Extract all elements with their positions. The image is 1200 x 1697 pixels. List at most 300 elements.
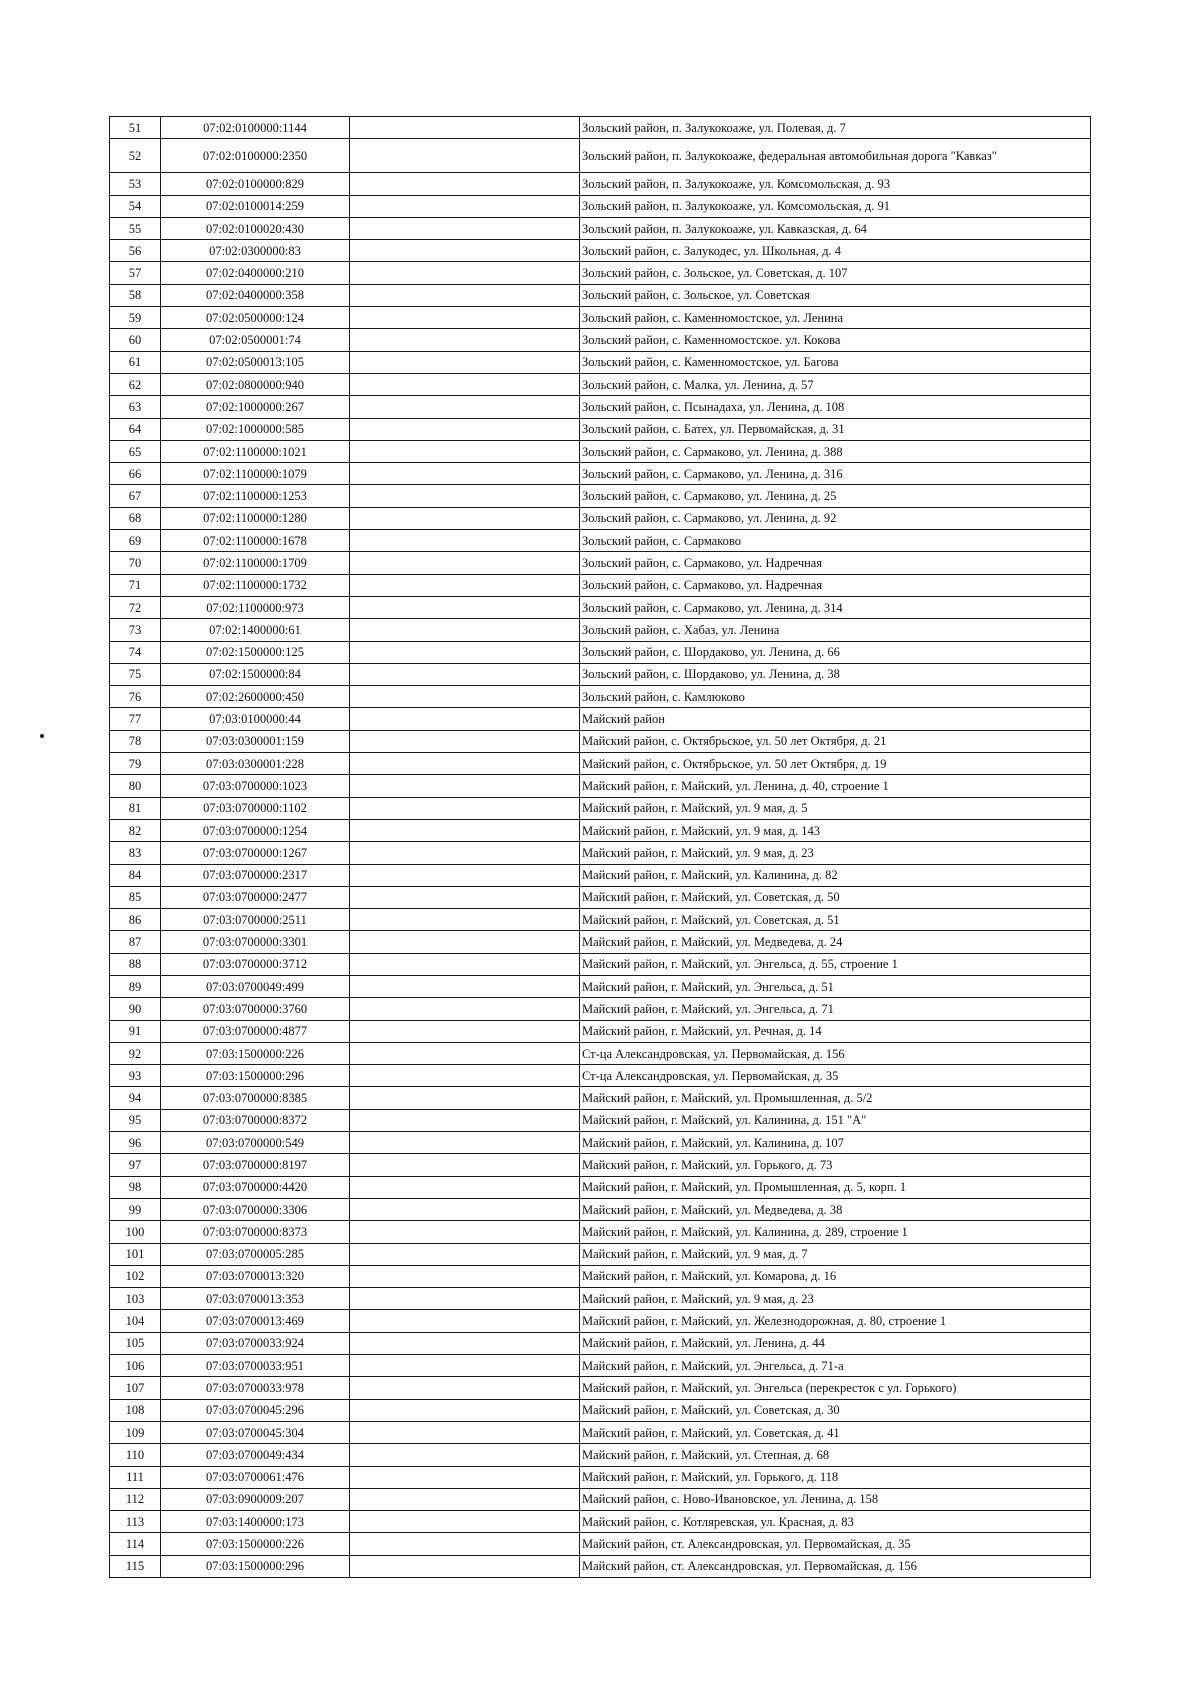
address: Майский район, г. Майский, ул. Ленина, д. 44 xyxy=(580,1332,1091,1354)
cadastral-number: 07:02:0400000:210 xyxy=(161,262,350,284)
address: Майский район, г. Майский, ул. Энгельса, д. 71 xyxy=(580,998,1091,1020)
address: Майский район, г. Майский, ул. 9 мая, д. 143 xyxy=(580,819,1091,841)
address: Зольский район, п. Залукокоаже, ул. Комсомольская, д. 93 xyxy=(580,173,1091,195)
empty-cell xyxy=(350,440,580,462)
row-number: 75 xyxy=(110,663,161,685)
cadastral-number: 07:03:0700061:476 xyxy=(161,1466,350,1488)
row-number: 63 xyxy=(110,396,161,418)
cadastral-number: 07:03:1500000:226 xyxy=(161,1533,350,1555)
row-number: 98 xyxy=(110,1176,161,1198)
address: Майский район, г. Майский, ул. 9 мая, д. 7 xyxy=(580,1243,1091,1265)
empty-cell xyxy=(350,953,580,975)
address: Майский район, г. Майский, ул. 9 мая, д. 23 xyxy=(580,842,1091,864)
empty-cell xyxy=(350,909,580,931)
cadastral-number: 07:02:0500001:74 xyxy=(161,329,350,351)
table-row xyxy=(110,864,1091,886)
table-row xyxy=(110,440,1091,462)
empty-cell xyxy=(350,552,580,574)
address: Майский район, г. Майский, ул. Горького, д. 73 xyxy=(580,1154,1091,1176)
cadastral-number: 07:03:0700000:1102 xyxy=(161,797,350,819)
cadastral-number: 07:02:1100000:973 xyxy=(161,596,350,618)
empty-cell xyxy=(350,1399,580,1421)
cadastral-number: 07:02:1100000:1079 xyxy=(161,463,350,485)
table-row xyxy=(110,775,1091,797)
row-number: 105 xyxy=(110,1332,161,1354)
table-row xyxy=(110,1533,1091,1555)
table-row xyxy=(110,641,1091,663)
empty-cell xyxy=(350,173,580,195)
table-row xyxy=(110,1020,1091,1042)
row-number: 90 xyxy=(110,998,161,1020)
address: Зольский район, с. Сармаково, ул. Ленина, д. 314 xyxy=(580,596,1091,618)
table-row xyxy=(110,1198,1091,1220)
address: Майский район, г. Майский, ул. Ленина, д. 40, строение 1 xyxy=(580,775,1091,797)
address: Майский район, г. Майский, ул. Промышленная, д. 5, корп. 1 xyxy=(580,1176,1091,1198)
empty-cell xyxy=(350,998,580,1020)
cadastral-number: 07:03:0700013:320 xyxy=(161,1265,350,1287)
empty-cell xyxy=(350,463,580,485)
row-number: 89 xyxy=(110,975,161,997)
table-row xyxy=(110,909,1091,931)
row-number: 51 xyxy=(110,117,161,139)
empty-cell xyxy=(350,975,580,997)
table-row xyxy=(110,596,1091,618)
empty-cell xyxy=(350,1377,580,1399)
cadastral-number: 07:03:0700000:3760 xyxy=(161,998,350,1020)
cadastral-number: 07:03:0700000:8385 xyxy=(161,1087,350,1109)
address: Ст-ца Александровская, ул. Первомайская, д. 35 xyxy=(580,1065,1091,1087)
address: Майский район, г. Майский, ул. Советская, д. 50 xyxy=(580,886,1091,908)
address: Зольский район, п. Залукокоаже, ул. Полевая, д. 7 xyxy=(580,117,1091,139)
cadastral-number: 07:02:1000000:267 xyxy=(161,396,350,418)
cadastral-number: 07:02:2600000:450 xyxy=(161,686,350,708)
cadastral-number: 07:03:0700000:2477 xyxy=(161,886,350,908)
cadastral-number: 07:02:0100000:829 xyxy=(161,173,350,195)
row-number: 62 xyxy=(110,373,161,395)
address: Зольский район, п. Залукокоаже, ул. Комсомольская, д. 91 xyxy=(580,195,1091,217)
row-number: 61 xyxy=(110,351,161,373)
row-number: 91 xyxy=(110,1020,161,1042)
table-row xyxy=(110,1511,1091,1533)
row-number: 66 xyxy=(110,463,161,485)
cadastral-number: 07:02:0300000:83 xyxy=(161,240,350,262)
row-number: 60 xyxy=(110,329,161,351)
address: Зольский район, с. Сармаково, ул. Ленина, д. 92 xyxy=(580,507,1091,529)
empty-cell xyxy=(350,307,580,329)
empty-cell xyxy=(350,117,580,139)
empty-cell xyxy=(350,931,580,953)
row-number: 94 xyxy=(110,1087,161,1109)
cadastral-number: 07:03:0700045:304 xyxy=(161,1421,350,1443)
address: Майский район, г. Майский, ул. Советская, д. 51 xyxy=(580,909,1091,931)
cadastral-number: 07:03:0900009:207 xyxy=(161,1488,350,1510)
row-number: 114 xyxy=(110,1533,161,1555)
empty-cell xyxy=(350,1511,580,1533)
cadastral-number: 07:03:1400000:173 xyxy=(161,1511,350,1533)
cadastral-number: 07:02:1100000:1021 xyxy=(161,440,350,462)
table-row xyxy=(110,117,1091,139)
empty-cell xyxy=(350,864,580,886)
address: Майский район, г. Майский, ул. Энгельса, д. 51 xyxy=(580,975,1091,997)
cadastral-number: 07:03:0700000:3306 xyxy=(161,1198,350,1220)
address: Зольский район, с. Сармаково xyxy=(580,530,1091,552)
address: Майский район, г. Майский, ул. Медведева, д. 38 xyxy=(580,1198,1091,1220)
table-row xyxy=(110,373,1091,395)
table-row xyxy=(110,998,1091,1020)
empty-cell xyxy=(350,1065,580,1087)
cadastral-number: 07:03:0100000:44 xyxy=(161,708,350,730)
empty-cell xyxy=(350,329,580,351)
table-row xyxy=(110,1132,1091,1154)
cadastral-number: 07:03:0700000:8373 xyxy=(161,1221,350,1243)
address: Майский район, ст. Александровская, ул. Первомайская, д. 156 xyxy=(580,1555,1091,1577)
address: Майский район, г. Майский, ул. Калинина, д. 151 "А" xyxy=(580,1109,1091,1131)
address: Зольский район, п. Залукокоаже, ул. Кавказская, д. 64 xyxy=(580,217,1091,239)
row-number: 52 xyxy=(110,139,161,173)
table-row xyxy=(110,284,1091,306)
address: Зольский район, с. Сармаково, ул. Надречная xyxy=(580,574,1091,596)
empty-cell xyxy=(350,1288,580,1310)
cadastral-number: 07:03:0700000:4877 xyxy=(161,1020,350,1042)
empty-cell xyxy=(350,485,580,507)
table-row xyxy=(110,753,1091,775)
address: Майский район, г. Майский, ул. Советская, д. 41 xyxy=(580,1421,1091,1443)
row-number: 71 xyxy=(110,574,161,596)
cadastral-number: 07:03:1500000:296 xyxy=(161,1555,350,1577)
table-row xyxy=(110,552,1091,574)
empty-cell xyxy=(350,195,580,217)
empty-cell xyxy=(350,1020,580,1042)
empty-cell xyxy=(350,842,580,864)
address: Зольский район, с. Шордаково, ул. Ленина, д. 66 xyxy=(580,641,1091,663)
row-number: 68 xyxy=(110,507,161,529)
table-row xyxy=(110,1243,1091,1265)
cadastral-number: 07:02:1100000:1280 xyxy=(161,507,350,529)
cadastral-number: 07:02:1500000:84 xyxy=(161,663,350,685)
row-number: 107 xyxy=(110,1377,161,1399)
table-row xyxy=(110,819,1091,841)
scan-speck xyxy=(40,734,44,738)
table-row xyxy=(110,139,1091,173)
empty-cell xyxy=(350,1221,580,1243)
empty-cell xyxy=(350,284,580,306)
empty-cell xyxy=(350,530,580,552)
table-row xyxy=(110,262,1091,284)
address: Майский район, г. Майский, ул. Железнодорожная, д. 80, строение 1 xyxy=(580,1310,1091,1332)
cadastral-number: 07:02:1000000:585 xyxy=(161,418,350,440)
table-row xyxy=(110,686,1091,708)
empty-cell xyxy=(350,1154,580,1176)
empty-cell xyxy=(350,574,580,596)
cadastral-number: 07:03:0700000:3712 xyxy=(161,953,350,975)
table-row xyxy=(110,1421,1091,1443)
table-row xyxy=(110,730,1091,752)
address: Майский район, г. Майский, ул. Энгельса, д. 71-а xyxy=(580,1355,1091,1377)
row-number: 72 xyxy=(110,596,161,618)
table-row xyxy=(110,1265,1091,1287)
row-number: 59 xyxy=(110,307,161,329)
table-row xyxy=(110,240,1091,262)
table-row xyxy=(110,708,1091,730)
empty-cell xyxy=(350,753,580,775)
table-row xyxy=(110,953,1091,975)
cadastral-number: 07:02:0800000:940 xyxy=(161,373,350,395)
table-row xyxy=(110,1355,1091,1377)
empty-cell xyxy=(350,708,580,730)
table-row xyxy=(110,1310,1091,1332)
cadastral-number: 07:03:1500000:226 xyxy=(161,1042,350,1064)
address: Зольский район, с. Зольское, ул. Советская xyxy=(580,284,1091,306)
table-row xyxy=(110,307,1091,329)
table-row xyxy=(110,173,1091,195)
row-number: 106 xyxy=(110,1355,161,1377)
row-number: 100 xyxy=(110,1221,161,1243)
empty-cell xyxy=(350,1533,580,1555)
row-number: 83 xyxy=(110,842,161,864)
row-number: 109 xyxy=(110,1421,161,1443)
empty-cell xyxy=(350,418,580,440)
row-number: 55 xyxy=(110,217,161,239)
table-row xyxy=(110,418,1091,440)
address: Майский район, г. Майский, ул. 9 мая, д. 23 xyxy=(580,1288,1091,1310)
row-number: 53 xyxy=(110,173,161,195)
cadastral-number: 07:03:0700000:1267 xyxy=(161,842,350,864)
table-row xyxy=(110,1154,1091,1176)
empty-cell xyxy=(350,619,580,641)
empty-cell xyxy=(350,1132,580,1154)
cadastral-number: 07:03:0700045:296 xyxy=(161,1399,350,1421)
row-number: 110 xyxy=(110,1444,161,1466)
row-number: 57 xyxy=(110,262,161,284)
table-row xyxy=(110,329,1091,351)
address: Зольский район, с. Малка, ул. Ленина, д. 57 xyxy=(580,373,1091,395)
empty-cell xyxy=(350,1555,580,1577)
address: Майский район, г. Майский, ул. Калинина, д. 107 xyxy=(580,1132,1091,1154)
table-row xyxy=(110,396,1091,418)
cadastral-number: 07:03:0300001:228 xyxy=(161,753,350,775)
cadastral-number: 07:03:1500000:296 xyxy=(161,1065,350,1087)
address: Майский район, г. Майский, ул. Энгельса, д. 55, строение 1 xyxy=(580,953,1091,975)
cadastral-number: 07:03:0700000:4420 xyxy=(161,1176,350,1198)
row-number: 64 xyxy=(110,418,161,440)
address: Ст-ца Александровская, ул. Первомайская, д. 156 xyxy=(580,1042,1091,1064)
row-number: 85 xyxy=(110,886,161,908)
cadastral-number: 07:02:0100000:2350 xyxy=(161,139,350,173)
address: Зольский район, с. Зольское, ул. Советская, д. 107 xyxy=(580,262,1091,284)
row-number: 101 xyxy=(110,1243,161,1265)
cadastral-number: 07:02:1100000:1732 xyxy=(161,574,350,596)
row-number: 115 xyxy=(110,1555,161,1577)
row-number: 84 xyxy=(110,864,161,886)
table-row xyxy=(110,1488,1091,1510)
cadastral-number: 07:03:0700005:285 xyxy=(161,1243,350,1265)
row-number: 74 xyxy=(110,641,161,663)
row-number: 82 xyxy=(110,819,161,841)
table-row xyxy=(110,1109,1091,1131)
cadastral-number: 07:02:1500000:125 xyxy=(161,641,350,663)
table-row xyxy=(110,1221,1091,1243)
row-number: 92 xyxy=(110,1042,161,1064)
cadastral-number: 07:03:0700000:8197 xyxy=(161,1154,350,1176)
empty-cell xyxy=(350,663,580,685)
row-number: 95 xyxy=(110,1109,161,1131)
address: Майский район, г. Майский, ул. Калинина, д. 289, строение 1 xyxy=(580,1221,1091,1243)
empty-cell xyxy=(350,1198,580,1220)
empty-cell xyxy=(350,775,580,797)
address: Зольский район, с. Каменномостское, ул. Ленина xyxy=(580,307,1091,329)
row-number: 103 xyxy=(110,1288,161,1310)
cadastral-number: 07:03:0700000:549 xyxy=(161,1132,350,1154)
address: Зольский район, с. Сармаково, ул. Ленина, д. 388 xyxy=(580,440,1091,462)
address: Майский район, г. Майский, ул. Комарова, д. 16 xyxy=(580,1265,1091,1287)
table-row xyxy=(110,1176,1091,1198)
empty-cell xyxy=(350,1466,580,1488)
empty-cell xyxy=(350,686,580,708)
table-row xyxy=(110,886,1091,908)
address: Зольский район, с. Каменномостское, ул. Багова xyxy=(580,351,1091,373)
empty-cell xyxy=(350,1310,580,1332)
address: Зольский район, с. Батех, ул. Первомайская, д. 31 xyxy=(580,418,1091,440)
table-row xyxy=(110,1087,1091,1109)
table-row xyxy=(110,574,1091,596)
row-number: 73 xyxy=(110,619,161,641)
empty-cell xyxy=(350,1444,580,1466)
cadastral-number: 07:03:0700013:469 xyxy=(161,1310,350,1332)
row-number: 58 xyxy=(110,284,161,306)
row-number: 56 xyxy=(110,240,161,262)
cadastral-number: 07:03:0700000:2511 xyxy=(161,909,350,931)
empty-cell xyxy=(350,139,580,173)
empty-cell xyxy=(350,596,580,618)
cadastral-number: 07:03:0700000:1254 xyxy=(161,819,350,841)
table-row xyxy=(110,663,1091,685)
row-number: 78 xyxy=(110,730,161,752)
cadastral-number: 07:02:1100000:1253 xyxy=(161,485,350,507)
address: Майский район xyxy=(580,708,1091,730)
cadastral-number: 07:03:0700000:1023 xyxy=(161,775,350,797)
row-number: 97 xyxy=(110,1154,161,1176)
cadastral-number: 07:02:0500000:124 xyxy=(161,307,350,329)
table-row xyxy=(110,530,1091,552)
row-number: 54 xyxy=(110,195,161,217)
empty-cell xyxy=(350,351,580,373)
cadastral-number: 07:03:0700033:978 xyxy=(161,1377,350,1399)
table-row xyxy=(110,1332,1091,1354)
address: Майский район, г. Майский, ул. 9 мая, д. 5 xyxy=(580,797,1091,819)
cadastral-number: 07:02:1100000:1678 xyxy=(161,530,350,552)
row-number: 96 xyxy=(110,1132,161,1154)
address: Майский район, г. Майский, ул. Энгельса (перекресток с ул. Горького) xyxy=(580,1377,1091,1399)
table-row xyxy=(110,797,1091,819)
empty-cell xyxy=(350,1042,580,1064)
row-number: 69 xyxy=(110,530,161,552)
cadastral-table xyxy=(109,116,1091,1578)
cadastral-number: 07:03:0300001:159 xyxy=(161,730,350,752)
cadastral-number: 07:03:0700013:353 xyxy=(161,1288,350,1310)
cadastral-number: 07:02:0400000:358 xyxy=(161,284,350,306)
row-number: 81 xyxy=(110,797,161,819)
cadastral-number: 07:03:0700000:8372 xyxy=(161,1109,350,1131)
address: Майский район, с. Октябрьское, ул. 50 лет Октября, д. 21 xyxy=(580,730,1091,752)
row-number: 108 xyxy=(110,1399,161,1421)
address: Майский район, с. Котляревская, ул. Красная, д. 83 xyxy=(580,1511,1091,1533)
table-row xyxy=(110,485,1091,507)
empty-cell xyxy=(350,240,580,262)
row-number: 77 xyxy=(110,708,161,730)
empty-cell xyxy=(350,886,580,908)
empty-cell xyxy=(350,1488,580,1510)
address: Зольский район, с. Сармаково, ул. Надречная xyxy=(580,552,1091,574)
row-number: 113 xyxy=(110,1511,161,1533)
table-row xyxy=(110,1555,1091,1577)
table-row xyxy=(110,217,1091,239)
address: Зольский район, с. Сармаково, ул. Ленина, д. 316 xyxy=(580,463,1091,485)
row-number: 104 xyxy=(110,1310,161,1332)
table-row xyxy=(110,1377,1091,1399)
empty-cell xyxy=(350,396,580,418)
cadastral-number: 07:02:0100020:430 xyxy=(161,217,350,239)
table-row xyxy=(110,1288,1091,1310)
empty-cell xyxy=(350,262,580,284)
table-row xyxy=(110,463,1091,485)
cadastral-number: 07:02:0100014:259 xyxy=(161,195,350,217)
cadastral-number: 07:03:0700049:434 xyxy=(161,1444,350,1466)
table-row xyxy=(110,1042,1091,1064)
cadastral-number: 07:03:0700049:499 xyxy=(161,975,350,997)
address: Майский район, г. Майский, ул. Советская, д. 30 xyxy=(580,1399,1091,1421)
row-number: 87 xyxy=(110,931,161,953)
empty-cell xyxy=(350,730,580,752)
row-number: 70 xyxy=(110,552,161,574)
address: Майский район, ст. Александровская, ул. Первомайская, д. 35 xyxy=(580,1533,1091,1555)
empty-cell xyxy=(350,1332,580,1354)
empty-cell xyxy=(350,819,580,841)
address: Зольский район, с. Каменномостское. ул. Кокова xyxy=(580,329,1091,351)
cadastral-number: 07:03:0700000:2317 xyxy=(161,864,350,886)
empty-cell xyxy=(350,797,580,819)
table-row xyxy=(110,195,1091,217)
address: Майский район, с. Октябрьское, ул. 50 лет Октября, д. 19 xyxy=(580,753,1091,775)
row-number: 65 xyxy=(110,440,161,462)
row-number: 79 xyxy=(110,753,161,775)
table-row xyxy=(110,351,1091,373)
address: Майский район, г. Майский, ул. Речная, д. 14 xyxy=(580,1020,1091,1042)
address: Зольский район, с. Хабаз, ул. Ленина xyxy=(580,619,1091,641)
empty-cell xyxy=(350,507,580,529)
row-number: 93 xyxy=(110,1065,161,1087)
empty-cell xyxy=(350,1087,580,1109)
address: Зольский район, п. Залукокоаже, федеральная автомобильная дорога "Кавказ" xyxy=(580,139,1091,173)
address: Майский район, г. Майский, ул. Медведева, д. 24 xyxy=(580,931,1091,953)
address: Майский район, г. Майский, ул. Промышленная, д. 5/2 xyxy=(580,1087,1091,1109)
table-row xyxy=(110,1466,1091,1488)
cadastral-number: 07:02:1100000:1709 xyxy=(161,552,350,574)
table-row xyxy=(110,842,1091,864)
table-row xyxy=(110,931,1091,953)
address: Зольский район, с. Сармаково, ул. Ленина, д. 25 xyxy=(580,485,1091,507)
table-body xyxy=(110,117,1091,1578)
table-row xyxy=(110,1065,1091,1087)
row-number: 102 xyxy=(110,1265,161,1287)
row-number: 86 xyxy=(110,909,161,931)
table-row xyxy=(110,1444,1091,1466)
empty-cell xyxy=(350,641,580,663)
empty-cell xyxy=(350,1176,580,1198)
cadastral-number: 07:02:1400000:61 xyxy=(161,619,350,641)
cadastral-number: 07:03:0700000:3301 xyxy=(161,931,350,953)
address: Зольский район, с. Псынадаха, ул. Ленина, д. 108 xyxy=(580,396,1091,418)
table-row xyxy=(110,1399,1091,1421)
